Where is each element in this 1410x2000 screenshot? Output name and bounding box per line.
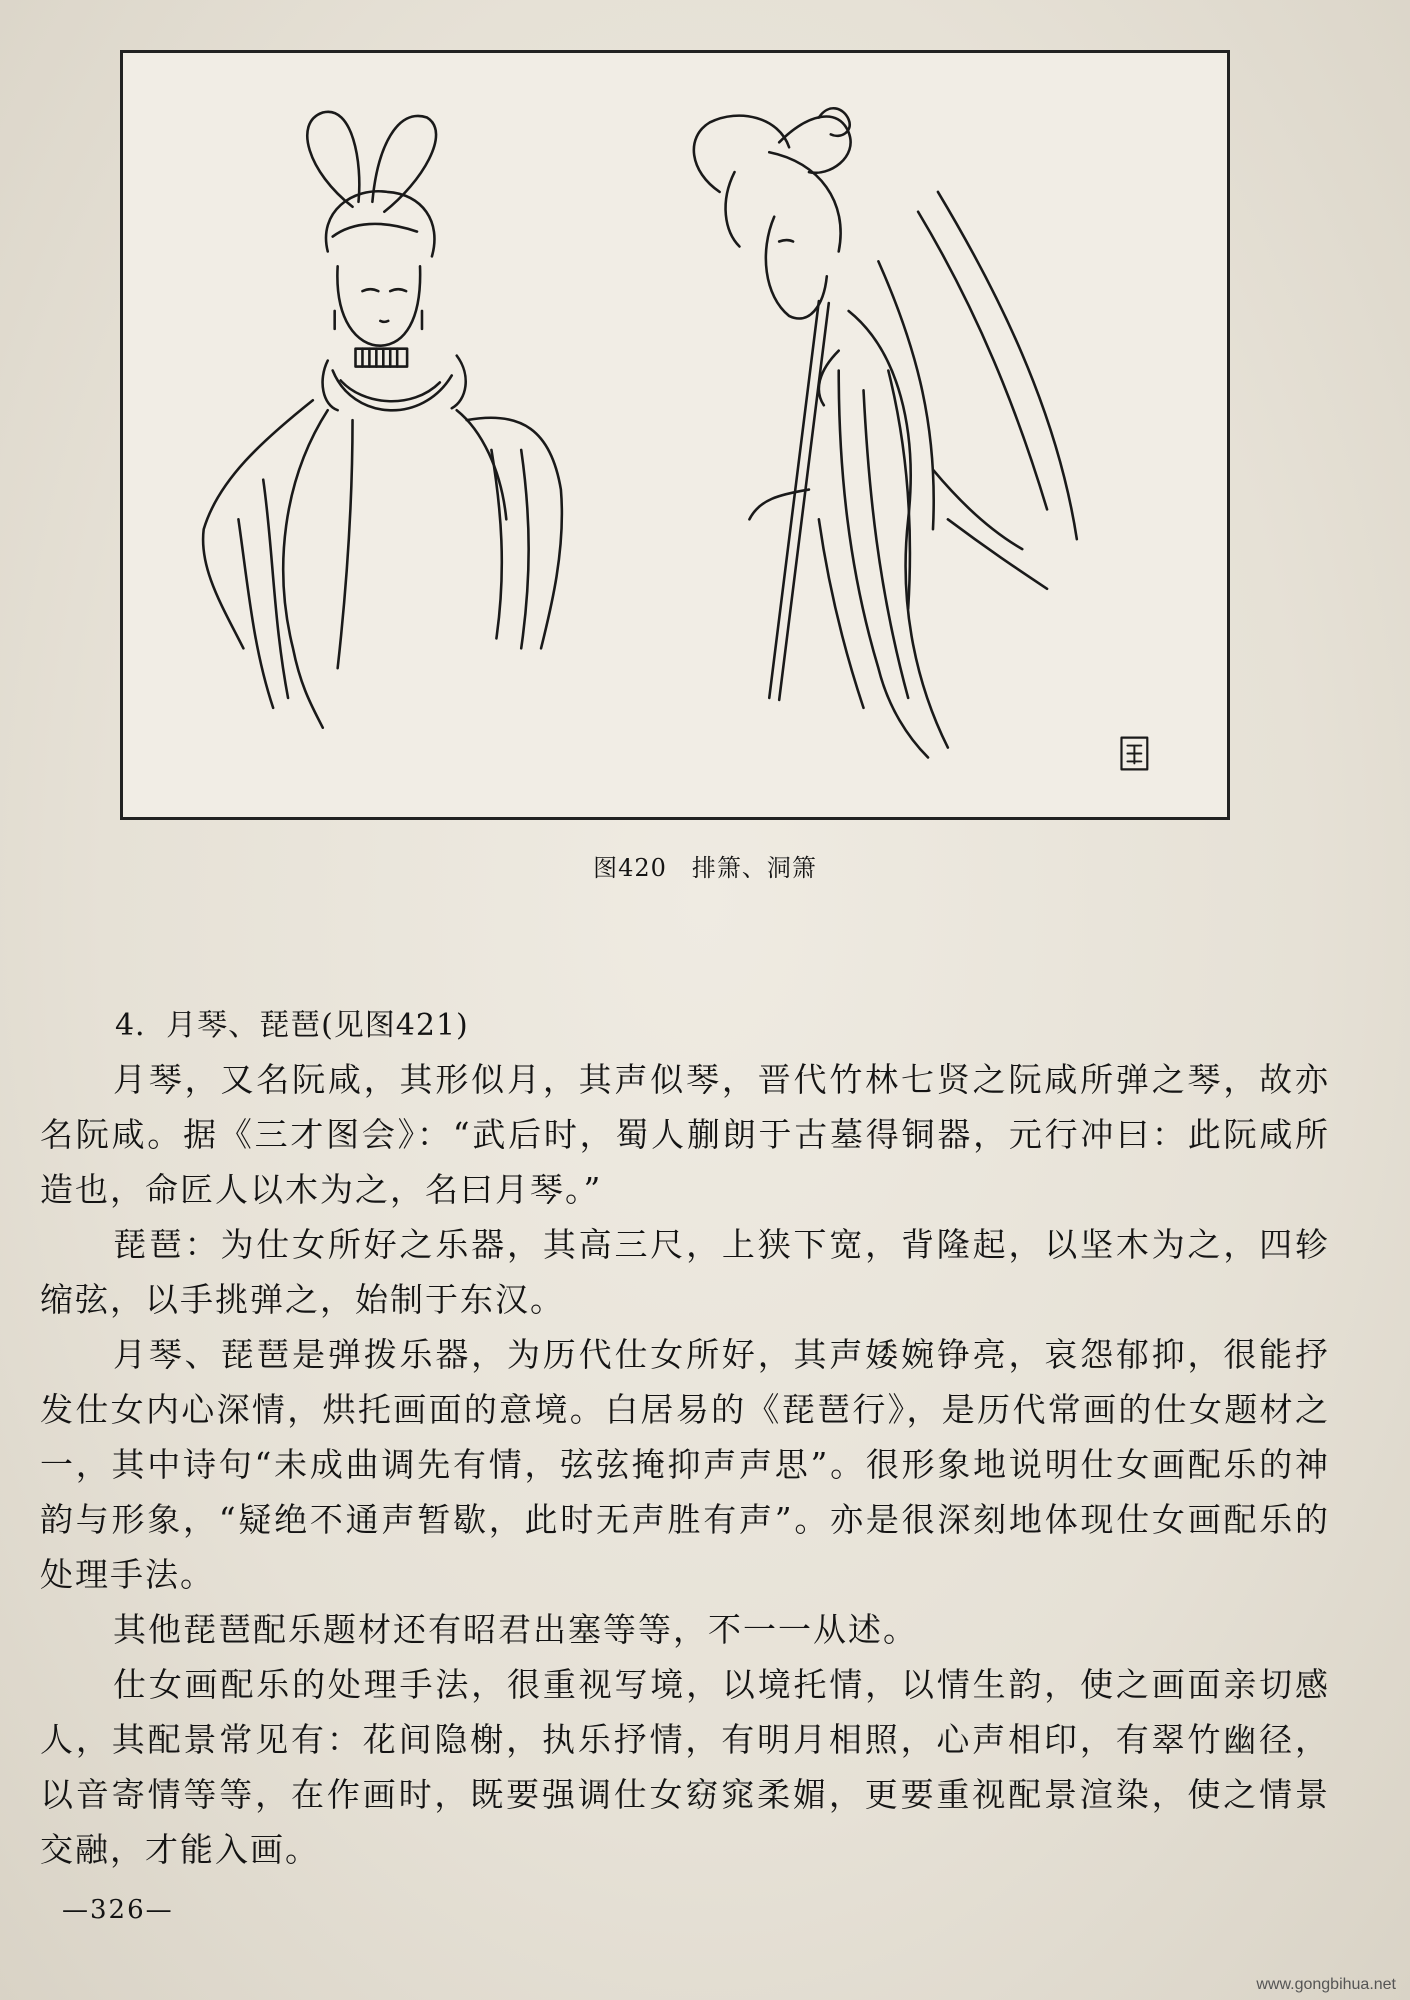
- page-number: —326—: [62, 1895, 174, 1925]
- section-heading: 4．月琴、琵琶(见图421): [115, 1008, 469, 1043]
- line-drawing-two-ladies: [123, 53, 1227, 817]
- watermark: www.gongbihua.net: [1256, 1976, 1396, 1993]
- lady-with-flute: [694, 108, 1077, 757]
- lady-with-panpipes: [203, 112, 562, 728]
- figure-caption: 图420 排箫、洞箫: [593, 854, 817, 882]
- figure-illustration: [120, 50, 1230, 820]
- paragraph: 月琴、琵琶是弹拨乐器，为历代仕女所好，其声婑婉铮亮，哀怨郁抑，很能抒发仕女内心深情，烘托画面的意境。白居易的《琵琶行》，是历代常画的仕女题材之一，其中诗句“未成曲调先有情，弦弦掩抑声声思”。很形象地说明仕女画配乐的神韵与形象，“疑绝不通声暂歇，此时无声胜有声”。亦是很深刻地体现仕女画配乐的处理手法。: [40, 1335, 1330, 1594]
- body-text: [40, 1052, 1330, 1877]
- paragraph: 其他琵琶配乐题材还有昭君出塞等等，不一一从述。: [113, 1610, 918, 1649]
- paragraph: 琵琶：为仕女所好之乐器，其高三尺，上狭下宽，背隆起，以坚木为之，四轸缩弦，以手挑弹之，始制于东汉。: [40, 1225, 1330, 1319]
- paragraph: 仕女画配乐的处理手法，很重视写境，以境托情，以情生韵，使之画面亲切感人，其配景常见有：花间隐榭，执乐抒情，有明月相照，心声相印，有翠竹幽径，以音寄情等等，在作画时，既要强调仕女窈窕柔媚，更要重视配景渲染，使之情景交融，才能入画。: [40, 1665, 1330, 1869]
- paragraph: 月琴，又名阮咸，其形似月，其声似琴，晋代竹林七贤之阮咸所弹之琴，故亦名阮咸。据《三才图会》：“武后时，蜀人蒯朗于古墓得铜器，元行冲曰：此阮咸所造也，命匠人以木为之，名曰月琴。”: [40, 1060, 1330, 1209]
